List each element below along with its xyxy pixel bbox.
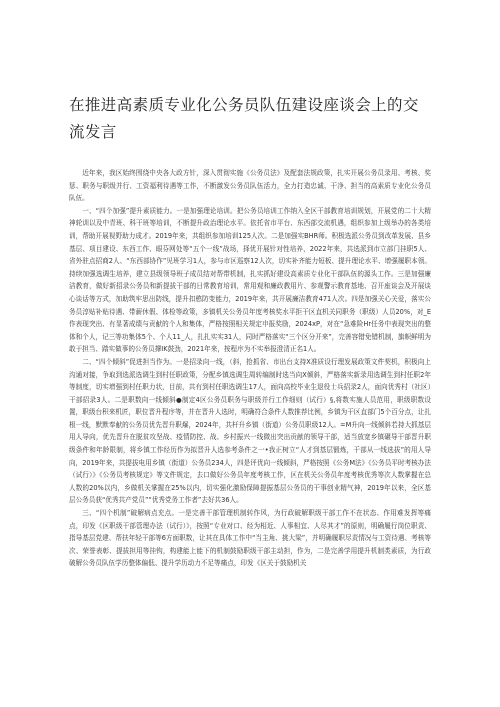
intro-paragraph: 近年来，我区始终围绕中央各大政方针，深入贯彻实施《公务员法》及配套法规政策，扎实开展公务员录用、考核、奖惩、职务与职级并行、工资福利待遇等工作，不断激发公务员队伍活力，全力打造忠诚、干净、担当的高素质专业化公务员队伍。 (69, 169, 431, 203)
document-body (69, 167, 431, 570)
document-title: 在推进高素质专业化公务员队伍建设座谈会上的交流发言 (69, 96, 419, 141)
section-one-paragraph: 一、“四个加强”提升素质能力。一是加强理论培训。把公务员培训工作纳入全区干部教育培训规划，开展党的二十大精神轮训以及中青班、科干班等培训，不断提升政治理论水平。依托省市平台、东西部交流机遇，组织参加上级举办的各类培训，帮助开展视野助力成才。2019年来，共组织参加培训125人次。二是加强实BHR师。积极选派公务员到改革发展、县乡基层、项目建设、东西工作、眼芬网处等“五个一线”战场，择优开展针对性培养，2022年来，共选派到市立部门挂职5人、省外驻点招商2人、“东西部协作”见班学习1人，参与市区巡察12人次，切实补齐能力短板、提升理论水平、增强履职本领。持续加强选调生培养，建立县级领导班子成员结对帮带机制，扎实抓好建设高素质专业化干部队伍的源头工作。三是加强廉洁教育，做好新招录公务员和新提拔干部的日常教育培训，常用观和廉政教用片、参观警示教育基地、召开座谈会及开展谈心谈话等方式，加助筑牢思出防线，提升扣憨防变能力，2019年来，共开展廉洁教育471人次。四是加强关心关爱，落实公务员淳贴补贴待遇、带薪休假、体检等政策，多镇机关公务员年度考核奖水平拒干区直机关同职务（职级）人员20%，对_E作表现突出、有显著成绩与贡献的个人和集体，严格按照相关规定申报奖励，2024xP，对在“急难险Hr任务中表现突出的整体和个人，记三等功集体5个、个人11_人，扎扎实实31人，同时严格落实“三个区分开来”，完善容错免错机制，旗帜鲜明为敢于担当、踏实做事的公务员撑IK鼓劲，2021年来，按程序为不实举报澄清正名1人。 (69, 206, 431, 354)
section-three-paragraph: 三、“四个机制”破解病点充点。一是完善干部管理机制转作风，为行政破解职级干部工作不在状态、作用难发挥等痛点，印发《区职级干部管理办法（试行）》，按照“专业对口、经为相近、人事相宜、人尽其才”的原则，明确履行岗位职责、指导基层党建、帮扶年轻干部等6方面职数，让其在具体工作中“当主角、挑大梁”，并明确履职尽责情况与工资待遇、考核等次、荣誉表彰、提拔担用等挂钩，构建能上能下的机制鼓励职级干部主动担，作为，二是完善学用提升机制类素质，为行政破解公务员队伍学历整体偏低、提升学历动力不足等痛点，印发《区关于鼓励机关 (69, 509, 431, 568)
section-two-paragraph: 二、“四个倾斜”促进担当作为。一是招录向一线，（斜，抢抓省、市出台支持X准质设行理发展政策文件契机，积极向上沟通对接，争取到选派选调生到村任职政策，分配乡镇选调生周转编制时选当向X倾斜，严格落实新录用选调生到村任职2年等制度，切实增强到村任职力状，目前，共有到村任职选调生17人，面向高校毕业生退役士兵招录2人，面向优秀村（社区）干部招录3人。二是职数向一线倾斜●制定4区公务员职务与职级并行工作细则（试行）§,将数实施人员范用，职级职数设置，职级台积来机匠，职位晋升程序等，并在晋升人选时，明确符合条件人数推荐比例，乡镇为干区直部门5个百分点，让扎根一线，默默奉献的公务员优先晋升职爆，2024年，共杆升乡镇（街道）公务员职级12人。=M升向一线倾斜若持大抓基层用人导向，优先晋升在脱贫攻坚战、疫情防控、战、乡村振兴一线微出突出贡献的领导干部，适当放宽乡镇碾导干部晋升职级条件和年龄限制，将乡镇工作经历作为拟晋升人选参考条件之一•我正树立“人才到基层锻炼，干部从一线选拔”的用人导向，2019年来，共提拔电用乡镇（街道）公务员234人，四是评优向一线倾斜，严格按照《公务M法》《公务员平时考核办法（试行）》《公务员考核规定》等文件规定，去口做好公务员年度考核工作，区在机关公务员年度考核优秀等次人数掌握在总人数的20%以内，乡做机关掌握在25%以内，切实强化激励保障提振基层公务员的干事创业精气神，2019年以来，全区基层公务员获“优秀共产党员”“优秀党务工作者”去好共36人。 (69, 357, 431, 505)
